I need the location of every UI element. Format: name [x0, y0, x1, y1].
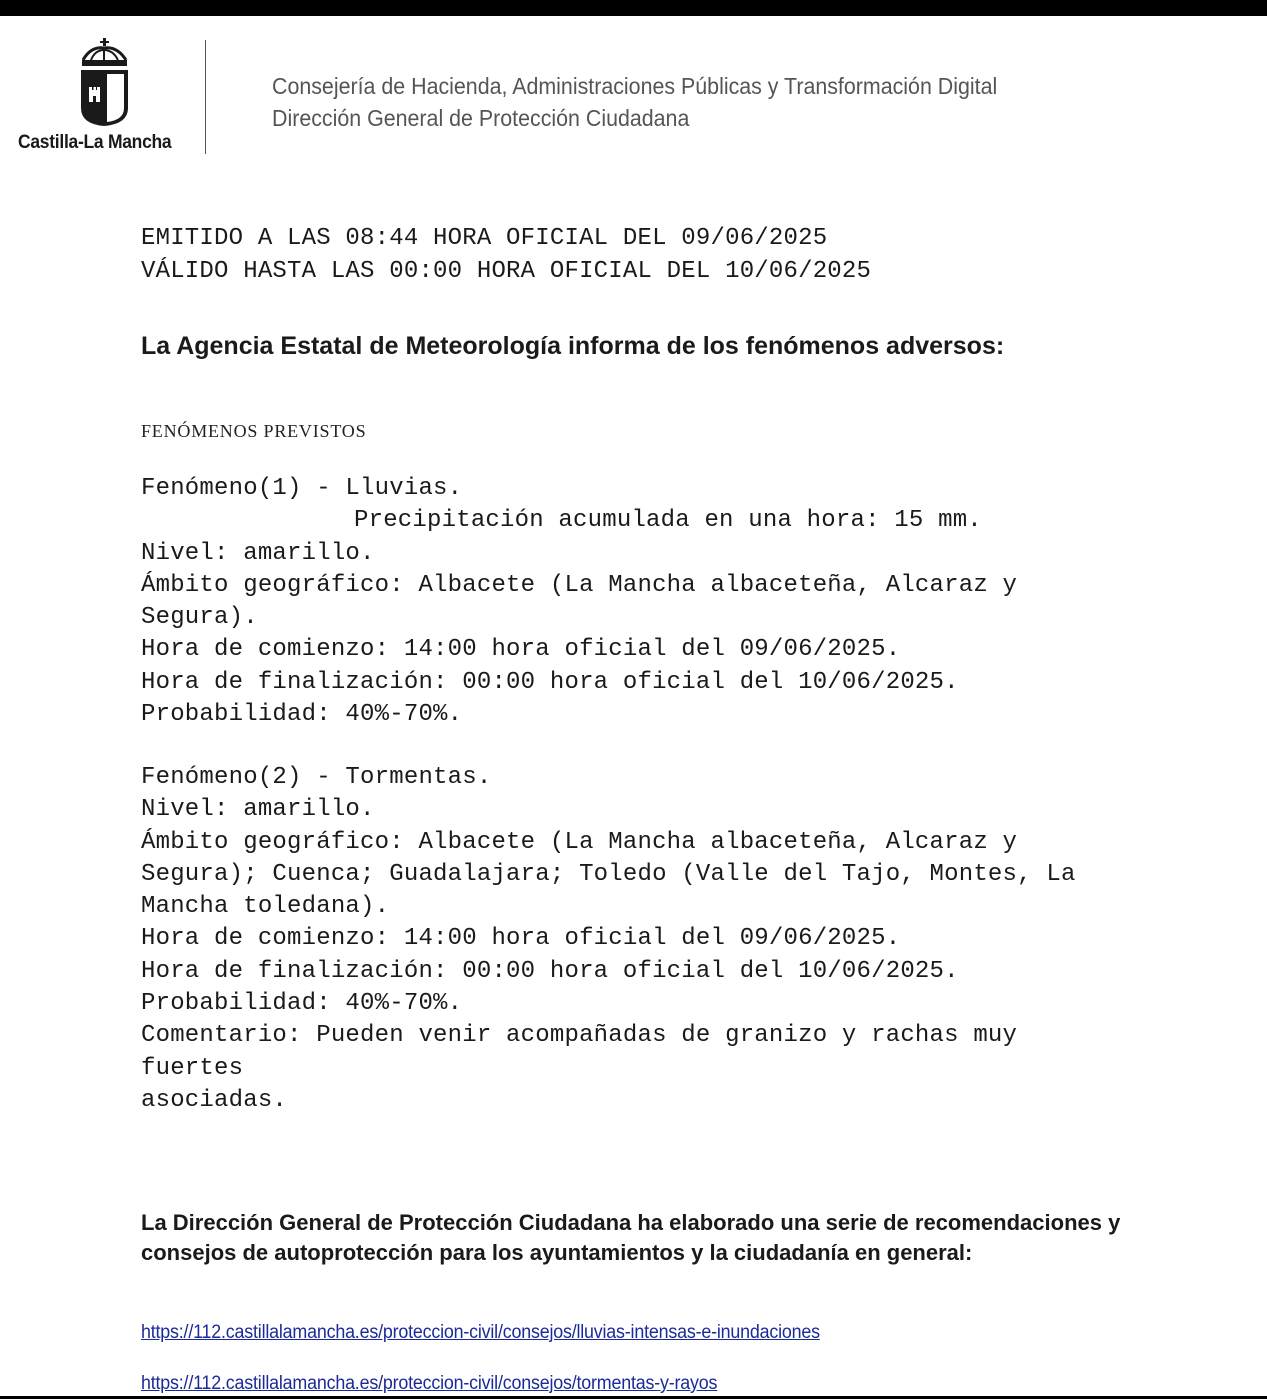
castilla-la-mancha-logo — [15, 36, 197, 160]
phenomenon-1-end: Hora de finalización: 00:00 hora oficial del 10/06/2025. — [141, 668, 959, 696]
phenomenon-1-probability: Probabilidad: 40%-70%. — [141, 701, 463, 729]
phenomenon-2 — [141, 762, 1076, 1117]
agency-heading: La Agencia Estatal de Meteorología informa de los fenómenos adversos: — [141, 332, 1005, 360]
phenomenon-2-end: Hora de finalización: 00:00 hora oficial del 10/06/2025. — [141, 957, 959, 985]
phenomenon-2-level: Nivel: amarillo. — [141, 796, 375, 824]
logo-text: Castilla-La Mancha — [18, 132, 172, 153]
phenomenon-2-probability: Probabilidad: 40%-70%. — [141, 990, 463, 1018]
phenomenon-2-area-line-3: Mancha toledana). — [141, 893, 390, 921]
phenomenon-1 — [141, 473, 1017, 731]
header-divider — [205, 40, 206, 154]
phenomenon-2-comment-line-2: fuertes — [141, 1054, 244, 1082]
phenomenon-1-level: Nivel: amarillo. — [141, 539, 375, 567]
directorate-name: Dirección General de Protección Ciudadana — [272, 105, 690, 131]
phenomenon-2-comment-line-3: asociadas. — [141, 1086, 288, 1114]
emitted-line: EMITIDO A LAS 08:44 HORA OFICIAL DEL 09/06/2025 — [141, 225, 828, 252]
department-header — [272, 70, 997, 134]
forecast-heading: FENÓMENOS PREVISTOS — [141, 421, 367, 441]
phenomenon-2-start: Hora de comienzo: 14:00 hora oficial del 09/06/2025. — [141, 925, 901, 953]
link-tormentas-consejos[interactable]: https://112.castillalamancha.es/proteccion-civil/consejos/tormentas-y-rayos — [141, 1373, 718, 1394]
phenomenon-2-area-line-2: Segura); Cuenca; Guadalajara; Toledo (Valle del Tajo, Montes, La — [141, 860, 1076, 888]
link-lluvias-consejos[interactable]: https://112.castillalamancha.es/proteccion-civil/consejos/lluvias-intensas-e-inundaciones — [141, 1322, 820, 1343]
top-black-bar — [0, 0, 1267, 16]
recommendations-text: La Dirección General de Protección Ciudadana ha elaborado una serie de recomendaciones y consejos de autoprotección para los ayuntamientos y la ciudadanía en general: — [141, 1210, 1121, 1265]
phenomenon-1-title: Fenómeno(1) - Lluvias. — [141, 475, 463, 502]
department-name: Consejería de Hacienda, Administraciones Públicas y Transformación Digital — [272, 73, 998, 99]
phenomenon-1-area-line-2: Segura). — [141, 604, 258, 632]
crown-castle-icon — [79, 38, 131, 128]
valid-until-line: VÁLIDO HASTA LAS 00:00 HORA OFICIAL DEL 10/06/2025 — [141, 258, 872, 285]
phenomenon-2-comment-line-1: Comentario: Pueden venir acompañadas de granizo y rachas muy — [141, 1022, 1018, 1050]
phenomenon-1-area-line-1: Ámbito geográfico: Albacete (La Mancha albaceteña, Alcaraz y — [141, 571, 1018, 599]
phenomenon-2-area-line-1: Ámbito geográfico: Albacete (La Mancha albaceteña, Alcaraz y — [141, 828, 1018, 856]
issuance-info — [141, 222, 871, 288]
phenomenon-1-start: Hora de comienzo: 14:00 hora oficial del 09/06/2025. — [141, 636, 901, 664]
phenomenon-1-detail: Precipitación acumulada en una hora: 15 mm. — [354, 507, 982, 535]
phenomenon-2-title: Fenómeno(2) - Tormentas. — [141, 764, 492, 791]
